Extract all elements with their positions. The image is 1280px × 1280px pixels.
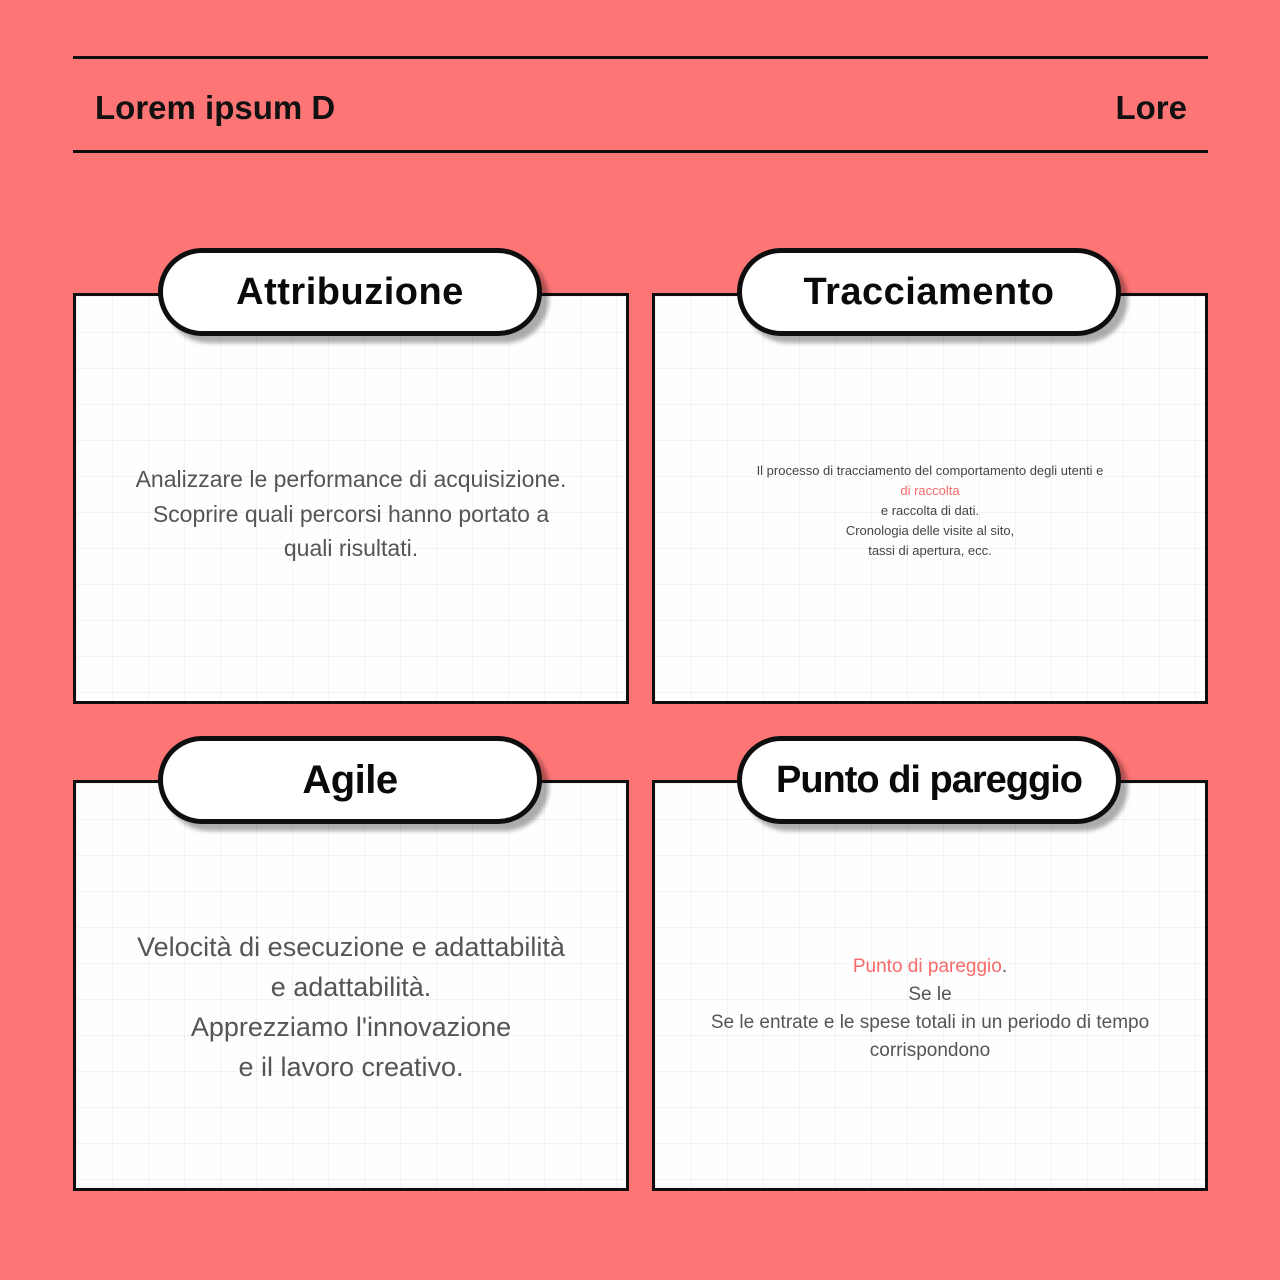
highlight-text: Punto di pareggio <box>852 956 1002 977</box>
card-line: Se le entrate e le spese totali in un periodo di tempo <box>710 1012 1150 1033</box>
header-bottom-rule <box>73 150 1208 153</box>
card-line: e adattabilità. <box>270 972 432 1002</box>
card-punto-di-pareggio-body <box>655 953 1205 1065</box>
card-attribuzione-title: Attribuzione <box>158 248 542 336</box>
card-line: corrispondono <box>869 1040 991 1061</box>
card-highlight-line: di raccolta <box>900 483 960 498</box>
card-punto-di-pareggio-title: Punto di pareggio <box>737 736 1121 824</box>
card-line: Scoprire quali percorsi hanno portato a <box>152 500 550 527</box>
card-line: Analizzare le performance di acquisizione. <box>135 466 567 492</box>
header-title: Lorem ipsum D <box>95 89 336 126</box>
card-tracciamento-title: Tracciamento <box>737 248 1121 336</box>
card-line: Cronologia delle visite al sito, <box>845 523 1015 538</box>
header-top-rule <box>73 56 1208 59</box>
card-line: Velocità di esecuzione e adattabilità <box>137 932 565 962</box>
card-line: tassi di apertura, ecc. <box>868 543 992 558</box>
card-tracciamento-body <box>655 461 1205 561</box>
card-line: e raccolta di dati. <box>880 503 980 518</box>
card-attribuzione <box>73 293 629 704</box>
card-agile-title: Agile <box>158 736 542 824</box>
card-attribuzione-body <box>76 462 626 566</box>
card-agile <box>73 780 629 1191</box>
header-right-label: Lore <box>1115 89 1187 126</box>
card-line: Il processo di tracciamento del comportamento degli utenti e <box>756 463 1104 478</box>
card-highlight-line <box>655 953 1205 981</box>
card-line: Apprezziamo l'innovazione <box>190 1012 512 1042</box>
card-line: quali risultati. <box>283 535 419 561</box>
card-line: e il lavoro creativo. <box>238 1052 464 1082</box>
highlight-suffix: . <box>1001 956 1008 977</box>
card-agile-body <box>76 927 626 1087</box>
card-punto-di-pareggio <box>652 780 1208 1191</box>
card-tracciamento <box>652 293 1208 704</box>
card-line: Se le <box>908 984 952 1005</box>
